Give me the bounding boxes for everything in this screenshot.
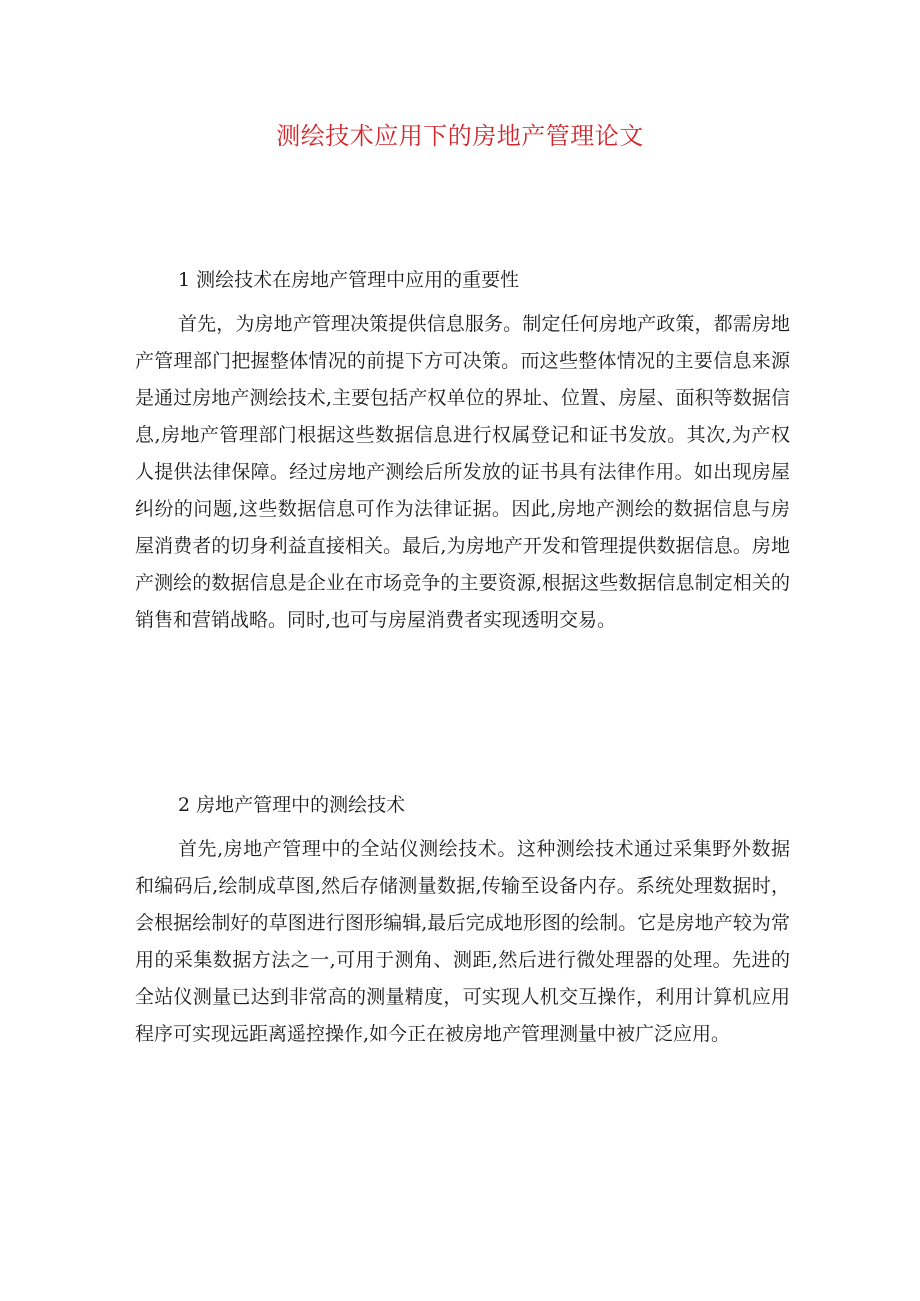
paragraph-text: 首先,房地产管理中的全站仪测绘技术。这种测绘技术通过采集野外数据和编码后,绘制成草图,然后存储测量数据,传输至设备内存。系统处理数据时，会根据绘制好的草图进行图形编辑,最后完成地形图的绘制。它是房地产较为常用的采集数据方法之一,可用于测角、测距,然后进行微处理器的处理。先进的全站仪测量已达到非常高的测量精度，可实现人机交互操作，利用计算机应用程序可实现远距离遥控操作,如今正在被房地产管理测量中被广泛应用。 [135,838,790,1045]
paragraph-text: 首先，为房地产管理决策提供信息服务。制定任何房地产政策，都需房地产管理部门把握整体情况的前提下方可决策。而这些整体情况的主要信息来源是通过房地产测绘技术,主要包括产权单位的界址、位置、房屋、面积等数据信息,房地产管理部门根据这些数据信息进行权属登记和证书发放。其次,为产权人提供法律保障。经过房地产测绘后所发放的证书具有法律作用。如出现房屋纠纷的问题,这些数据信息可作为法律证据。因此,房地产测绘的数据信息与房屋消费者的切身利益直接相关。最后,为房地产开发和管理提供数据信息。房地产测绘的数据信息是企业在市场竞争的主要资源,根据这些数据信息制定相关的销售和营销战略。同时,也可与房屋消费者实现透明交易。 [135,313,790,631]
document-title: 测绘技术应用下的房地产管理论文 [276,122,644,150]
section-paragraph-1 [135,306,790,639]
section-heading-2: 2 房地产管理中的测绘技术 [178,794,406,816]
section-paragraph-2 [135,831,790,1053]
section-heading-1: 1 测绘技术在房地产管理中应用的重要性 [178,269,520,291]
